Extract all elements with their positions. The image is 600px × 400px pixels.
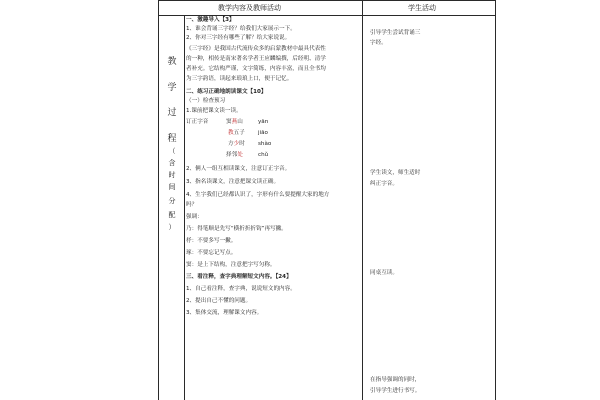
content-line: 2、你对三字经有哪些了解？给大家说说。 (186, 35, 291, 41)
pinyin-row: 择邻处 chǔ (226, 152, 269, 158)
emphasis-line: 窦：是上下结构，注意把字写匀称。 (186, 262, 276, 268)
content-line: 为三字韵语，读起来琅琅上口，便于记忆。 (186, 76, 293, 82)
student-activity-line: 同桌互读。 (370, 270, 398, 276)
content-line: 1、谁会背诵三字经？给我们大家展示一下。 (186, 26, 296, 32)
student-activity-line: 在指导强调的同时， (370, 377, 421, 383)
content-line: 《三字经》是我国古代流传众多的启蒙教材中最具代表性 (186, 46, 326, 52)
content-line: 3、指名读课文，注意把课文读正确。 (186, 179, 280, 185)
emphasis-label: 强调： (186, 214, 203, 220)
emphasis-line: 琢：不要忘记写点。 (186, 250, 237, 256)
pinyin-row: 教五子 jiāo (228, 130, 268, 136)
pinyin-row: 方少时 shào (228, 141, 272, 147)
side-note-char: 时 (168, 171, 176, 179)
content-line: 者补充。它结构严谨，文字简练，内容丰富，而且全书均 (186, 66, 326, 72)
content-line: 1、自己看注释，查字典，说说短文的内容。 (186, 286, 296, 292)
table-border-top (158, 0, 496, 1)
side-note-char: ） (168, 223, 176, 231)
table-border-left (158, 0, 159, 400)
subsection-title: （一）检查预习 (186, 98, 226, 104)
pinyin-text: jiāo (258, 130, 268, 136)
student-activity-line: 引导学生进行书写。 (370, 388, 421, 394)
content-line: 3、集体交流，理解课文内容。 (186, 310, 263, 316)
side-note-char: 分 (168, 197, 176, 205)
side-column-divider (184, 15, 185, 400)
section-title-reading: 二、练习正确地朗读课文【10】 (186, 89, 267, 95)
side-char: 学 (167, 83, 177, 93)
student-activity-line: 字经。 (370, 40, 387, 46)
side-note-char: 配 (168, 211, 176, 219)
student-activity-line: 学生读文，师生适时 (370, 170, 421, 176)
side-note-char: 间 (168, 183, 176, 191)
header-divider (158, 15, 496, 16)
header-teacher-activity: 教学内容及教师活动 (218, 4, 281, 12)
header-student-activity: 学生活动 (408, 4, 436, 12)
highlight-char: 燕 (231, 119, 238, 125)
side-char: 过 (167, 108, 177, 118)
content-line: 4、生字我们已经都认识了，字形有什么要提醒大家的地方 (186, 192, 330, 198)
content-line: 的一种，相传是南宋著名学者王应麟编撰，后经明、清学 (186, 56, 326, 62)
student-activity-line: 纠正字音。 (370, 181, 398, 187)
content-column-divider (362, 0, 363, 400)
section-title-intro: 一、激趣导入【3】 (186, 17, 235, 23)
emphasis-line: 杼：不要多写一撇。 (186, 238, 237, 244)
pinyin-row: 窦燕山 yān (226, 119, 269, 125)
side-note-char: 含 (168, 159, 176, 167)
content-line: 2、俩人一组互相读课文，注意订正字音。 (186, 166, 291, 172)
pinyin-text: shào (258, 141, 272, 147)
section-title-understanding: 三、看注释，查字典理解短文内容。【24】 (186, 274, 292, 280)
content-line: 吗？ (186, 202, 198, 208)
content-line: 2、提出自己不懂的问题。 (186, 298, 252, 304)
side-char: 教 (167, 57, 177, 67)
highlight-char: 少 (233, 141, 240, 147)
pinyin-text: chǔ (258, 152, 269, 158)
emphasis-line: 乃：得笔顺是先写“横折折折钩”再写撇。 (186, 226, 287, 232)
correct-pronunciation-label: 订正字音 (186, 119, 209, 125)
student-activity-line: 引导学生尝试背诵三 (370, 30, 421, 36)
highlight-char: 教 (228, 130, 234, 136)
pinyin-text: yān (258, 119, 269, 125)
content-line: 1.课前把课文读一读。 (186, 108, 242, 114)
table-border-right (495, 0, 496, 400)
side-note-char: （ (168, 147, 176, 155)
highlight-char: 处 (237, 152, 243, 158)
side-char: 程 (167, 134, 177, 144)
